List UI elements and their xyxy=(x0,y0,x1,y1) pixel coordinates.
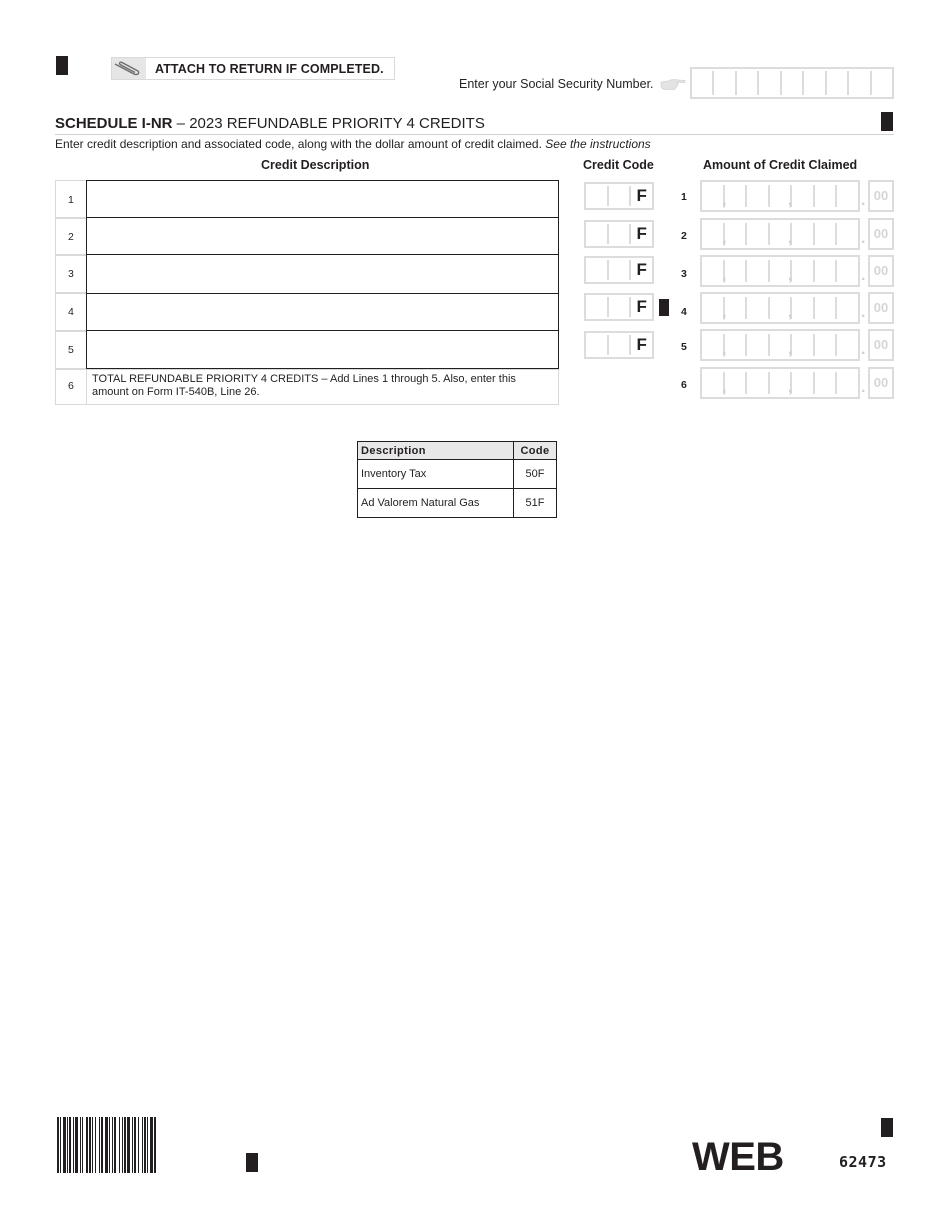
thousands-separator: , xyxy=(722,341,727,358)
thousands-separator: , xyxy=(788,192,793,209)
code-suffix: F xyxy=(636,335,647,354)
row-number-cell xyxy=(55,255,86,293)
barcode-bar xyxy=(75,1117,78,1173)
col-head-description: Credit Description xyxy=(261,158,370,172)
code-suffix: F xyxy=(636,186,647,205)
code-table-description: Inventory Tax xyxy=(358,460,514,489)
barcode-bar xyxy=(147,1117,148,1173)
barcode-bar xyxy=(80,1117,81,1173)
thousands-separator: , xyxy=(722,379,727,396)
cents-field: 00 xyxy=(868,292,894,324)
attach-notice xyxy=(111,57,395,80)
credit-description-input-1[interactable] xyxy=(86,180,559,218)
barcode-bar xyxy=(119,1117,120,1173)
row-number-cell xyxy=(55,293,86,331)
amount-line-number: 5 xyxy=(681,341,687,353)
registration-mark-top-right xyxy=(881,112,893,131)
row-number: 6 xyxy=(68,380,74,392)
amount-line-number: 3 xyxy=(681,268,687,280)
code-suffix: F xyxy=(636,260,647,279)
code-suffix: F xyxy=(636,297,647,316)
schedule-title xyxy=(55,115,485,132)
thousands-separator: , xyxy=(722,267,727,284)
cents-field: 00 xyxy=(868,180,894,212)
barcode-bar xyxy=(150,1117,153,1173)
barcode-bar xyxy=(101,1117,103,1173)
row-number-cell xyxy=(55,369,86,405)
row-number: 3 xyxy=(68,268,74,280)
form-number: 62473 xyxy=(839,1153,887,1171)
thousands-separator: , xyxy=(788,230,793,247)
row-number: 4 xyxy=(68,306,74,318)
thousands-separator: , xyxy=(722,192,727,209)
col-head-code: Credit Code xyxy=(583,158,654,172)
barcode-bar xyxy=(57,1117,59,1173)
schedule-title-bold: SCHEDULE I-NR xyxy=(55,115,173,132)
credit-description-input-5[interactable] xyxy=(86,330,559,369)
credit-code-input-2[interactable] xyxy=(584,220,654,248)
credit-description-input-4[interactable] xyxy=(86,293,559,331)
barcode-bar xyxy=(112,1117,113,1173)
barcode-bar xyxy=(132,1117,133,1173)
barcode-bar xyxy=(67,1117,68,1173)
attach-text: ATTACH TO RETURN IF COMPLETED. xyxy=(155,62,384,76)
cents-field: 00 xyxy=(868,367,894,399)
barcode-bar xyxy=(82,1117,83,1173)
thousands-separator: , xyxy=(722,230,727,247)
row-number-cell xyxy=(55,331,86,369)
code-table-code: 51F xyxy=(514,489,557,518)
total-description: TOTAL REFUNDABLE PRIORITY 4 CREDITS – Add Lines 1 through 5. Also, enter this amount on Form IT-540B, Line 26. xyxy=(86,369,559,405)
col-head-amount: Amount of Credit Claimed xyxy=(703,158,858,172)
barcode-bar xyxy=(122,1117,123,1173)
barcode-bar xyxy=(144,1117,146,1173)
amount-line-number: 2 xyxy=(681,230,687,242)
ssn-input[interactable] xyxy=(690,67,894,99)
barcode-bar xyxy=(124,1117,126,1173)
instruction-text: Enter credit description and associated code, along with the dollar amount of credit claimed. xyxy=(55,137,546,151)
cents-field: 00 xyxy=(868,255,894,287)
row-number: 1 xyxy=(68,194,74,206)
amount-line-number: 4 xyxy=(681,306,687,318)
barcode-bar xyxy=(95,1117,96,1173)
thousands-separator: , xyxy=(788,341,793,358)
decimal-separator: . xyxy=(861,379,866,396)
row-number: 2 xyxy=(68,231,74,243)
code-suffix: F xyxy=(636,224,647,243)
code-reference-table xyxy=(357,441,557,518)
barcode-bar xyxy=(86,1117,88,1173)
barcode-bar xyxy=(138,1117,139,1173)
barcode-bar xyxy=(109,1117,110,1173)
barcode-bar xyxy=(63,1117,66,1173)
registration-mark-bottom-left xyxy=(246,1153,258,1172)
thousands-separator: , xyxy=(722,304,727,321)
paperclip-icon xyxy=(112,58,146,79)
cents-field: 00 xyxy=(868,218,894,250)
barcode-bar xyxy=(154,1117,156,1173)
decimal-separator: . xyxy=(861,304,866,321)
barcode-bar xyxy=(60,1117,61,1173)
title-rule xyxy=(55,134,894,135)
amount-line-number: 6 xyxy=(681,379,687,391)
barcode-bar xyxy=(99,1117,100,1173)
decimal-separator: . xyxy=(861,192,866,209)
thousands-separator: , xyxy=(788,379,793,396)
thousands-separator: , xyxy=(788,267,793,284)
credit-code-input-4[interactable] xyxy=(584,293,654,321)
thousands-separator: , xyxy=(788,304,793,321)
decimal-separator: . xyxy=(861,341,866,358)
cents-field: 00 xyxy=(868,329,894,361)
barcode-bar xyxy=(92,1117,93,1173)
registration-mark-bottom-right xyxy=(881,1118,893,1137)
row-number-cell xyxy=(55,180,86,218)
code-table-header: Code xyxy=(514,442,557,460)
decimal-separator: . xyxy=(861,267,866,284)
instructions xyxy=(55,137,651,151)
barcode-bar xyxy=(127,1117,130,1173)
barcode-bar xyxy=(73,1117,74,1173)
barcode-bar xyxy=(134,1117,136,1173)
row-number-cell xyxy=(55,218,86,255)
table-row xyxy=(358,460,557,489)
registration-mark-top-left xyxy=(56,56,68,75)
barcode-bar xyxy=(114,1117,116,1173)
table-row xyxy=(358,489,557,518)
barcode xyxy=(57,1117,229,1178)
code-table-description: Ad Valorem Natural Gas xyxy=(358,489,514,518)
amount-line-number: 1 xyxy=(681,191,687,203)
schedule-title-rest: – 2023 REFUNDABLE PRIORITY 4 CREDITS xyxy=(172,115,485,132)
code-table-header: Description xyxy=(358,442,514,460)
credit-description-input-2[interactable] xyxy=(86,217,559,255)
credit-description-input-3[interactable] xyxy=(86,254,559,294)
instruction-italic: See the instructions xyxy=(545,137,651,151)
registration-mark-mid xyxy=(659,299,669,316)
barcode-bar xyxy=(142,1117,143,1173)
credit-code-input-3[interactable] xyxy=(584,256,654,284)
credit-code-input-5[interactable] xyxy=(584,331,654,359)
barcode-bar xyxy=(105,1117,108,1173)
row-number: 5 xyxy=(68,344,74,356)
pointing-hand-icon xyxy=(660,78,686,96)
ssn-label: Enter your Social Security Number. xyxy=(459,77,654,91)
barcode-bar xyxy=(69,1117,71,1173)
barcode-bar xyxy=(89,1117,91,1173)
credit-code-input-1[interactable] xyxy=(584,182,654,210)
code-table-code: 50F xyxy=(514,460,557,489)
web-label: WEB xyxy=(692,1135,784,1179)
decimal-separator: . xyxy=(861,230,866,247)
